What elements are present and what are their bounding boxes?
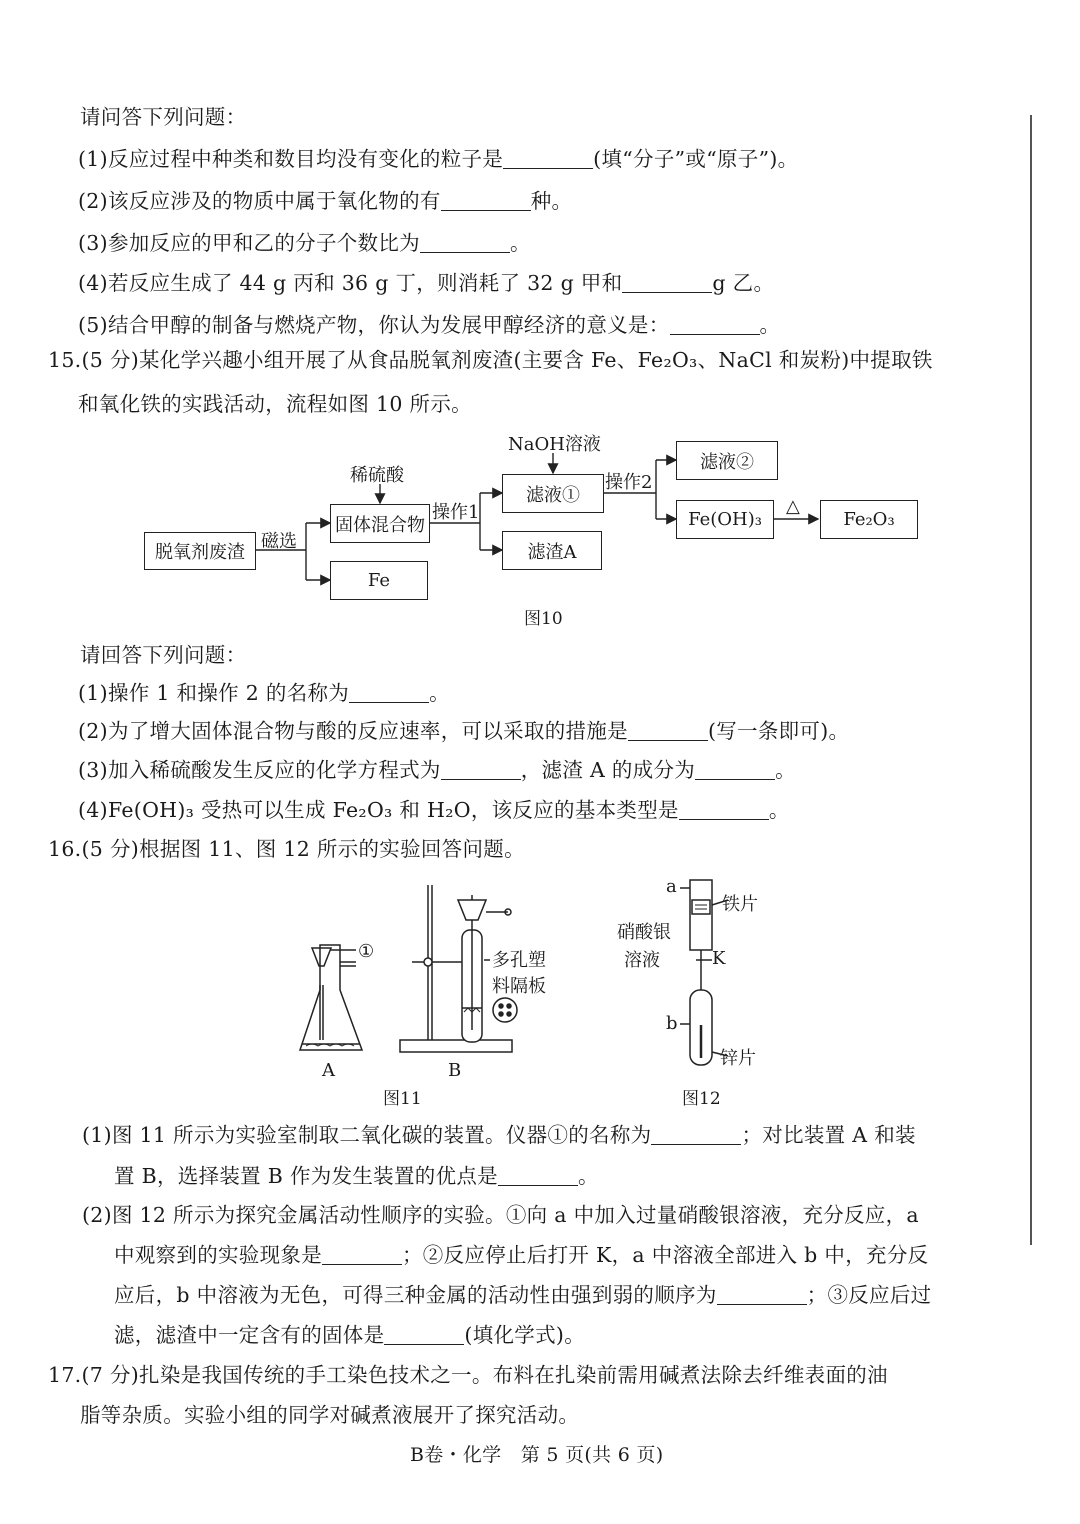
q15-intro: 请回答下列问题： [80, 643, 247, 667]
flow-label-heat: △ [786, 496, 800, 517]
q16-item-2-line4: 滤，滤渣中一定含有的固体是 (填化学式)。 [114, 1323, 586, 1347]
q14-item-3: (3)参加反应的甲和乙的分子个数比为 。 [78, 231, 531, 255]
flow-box-feoh3: Fe(OH)₃ [676, 500, 774, 539]
fig11-label-plate-line1: 多孔塑 [492, 950, 546, 971]
q14-intro: 请问答下列问题： [80, 105, 247, 129]
answer-blank[interactable] [322, 1244, 402, 1265]
answer-blank[interactable] [651, 1124, 741, 1145]
flow-label-naoh: NaOH溶液 [508, 434, 601, 455]
q14-item-1: (1)反应过程中种类和数目均没有变化的粒子是 (填“分子”或“原子”)。 [78, 147, 799, 171]
figure-caption-12: 图12 [682, 1089, 721, 1109]
q15-stem-line1: 15.(5 分)某化学兴趣小组开展了从食品脱氧剂废渣(主要含 Fe、Fe₂O₃、NaCl 和炭粉)中提取铁 [48, 348, 933, 372]
answer-blank[interactable] [384, 1324, 464, 1345]
q14-item-4: (4)若反应生成了 44 g 丙和 36 g 丁，则消耗了 32 g 甲和 g 乙。 [78, 271, 775, 295]
q17-stem-line2: 脂等杂质。实验小组的同学对碱煮液展开了探究活动。 [80, 1403, 580, 1427]
fig12-label-b: b [666, 1013, 678, 1034]
fig11-label-a: A [322, 1060, 335, 1081]
flow-box-residue-a: 滤渣A [502, 531, 602, 570]
flow-label-acid: 稀硫酸 [350, 465, 404, 486]
flow-box-filtrate1: 滤液① [502, 474, 604, 513]
q15-stem-line2: 和氧化铁的实践活动，流程如图 10 所示。 [78, 392, 472, 416]
page-footer: B卷・化学 第 5 页(共 6 页) [410, 1444, 664, 1466]
fig12-label-a: a [666, 876, 677, 897]
fig12-label-agno3-line2: 溶液 [624, 950, 660, 971]
flow-label-op2: 操作2 [605, 472, 653, 493]
fig11-label-instrument: ① [358, 941, 375, 962]
fig12-label-iron: 铁片 [722, 894, 758, 915]
q14-item-5: (5)结合甲醇的制备与燃烧产物，你认为发展甲醇经济的意义是： 。 [78, 313, 781, 337]
flow-box-mixture: 固体混合物 [330, 504, 430, 543]
figure-caption-11: 图11 [383, 1089, 422, 1109]
q15-item-3: (3)加入稀硫酸发生反应的化学方程式为 ，滤渣 A 的成分为 。 [78, 758, 796, 782]
q17-stem-line1: 17.(7 分)扎染是我国传统的手工染色技术之一。布料在扎染前需用碱煮法除去纤维表面的油 [48, 1363, 888, 1387]
answer-blank[interactable] [498, 1165, 578, 1186]
fig12-label-agno3-line1: 硝酸银 [617, 922, 671, 943]
q16-item-2-line1: (2)图 12 所示为探究金属活动性顺序的实验。①向 a 中加入过量硝酸银溶液，充分反应，a [82, 1203, 919, 1227]
flow-label-magnet: 磁选 [261, 531, 297, 552]
q15-item-4: (4)Fe(OH)₃ 受热可以生成 Fe₂O₃ 和 H₂O，该反应的基本类型是 。 [78, 798, 790, 822]
q14-item-2: (2)该反应涉及的物质中属于氧化物的有 种。 [78, 189, 573, 213]
figure-caption-10: 图10 [524, 609, 563, 629]
q15-item-1: (1)操作 1 和操作 2 的名称为 。 [78, 681, 450, 705]
q16-item-2-line2: 中观察到的实验现象是 ；②反应停止后打开 K，a 中溶液全部进入 b 中，充分反 [114, 1243, 929, 1267]
flow-box-fe2o3: Fe₂O₃ [820, 500, 918, 539]
fig12-label-zinc: 锌片 [720, 1048, 756, 1069]
flow-box-fe: Fe [330, 561, 428, 600]
q15-item-2: (2)为了增大固体混合物与酸的反应速率，可以采取的措施是 (写一条即可)。 [78, 719, 850, 743]
flow-box-filtrate2: 滤液② [676, 441, 778, 480]
flow-label-op1: 操作1 [432, 502, 480, 523]
q16-item-2-line3: 应后，b 中溶液为无色，可得三种金属的活动性由强到弱的顺序为 ；③反应后过 [114, 1283, 932, 1307]
q16-item-1-line1: (1)图 11 所示为实验室制取二氧化碳的装置。仪器①的名称为 ；对比装置 A 和装 [82, 1123, 916, 1147]
q16-stem: 16.(5 分)根据图 11、图 12 所示的实验回答问题。 [48, 837, 525, 861]
flow-box-waste: 脱氧剂废渣 [144, 532, 256, 570]
fig12-label-k: K [712, 948, 726, 969]
fig11-label-b: B [448, 1060, 462, 1081]
answer-blank[interactable] [717, 1284, 807, 1305]
q16-item-1-line2: 置 B，选择装置 B 作为发生装置的优点是 。 [114, 1164, 599, 1188]
fig11-label-plate-line2: 料隔板 [492, 976, 546, 997]
